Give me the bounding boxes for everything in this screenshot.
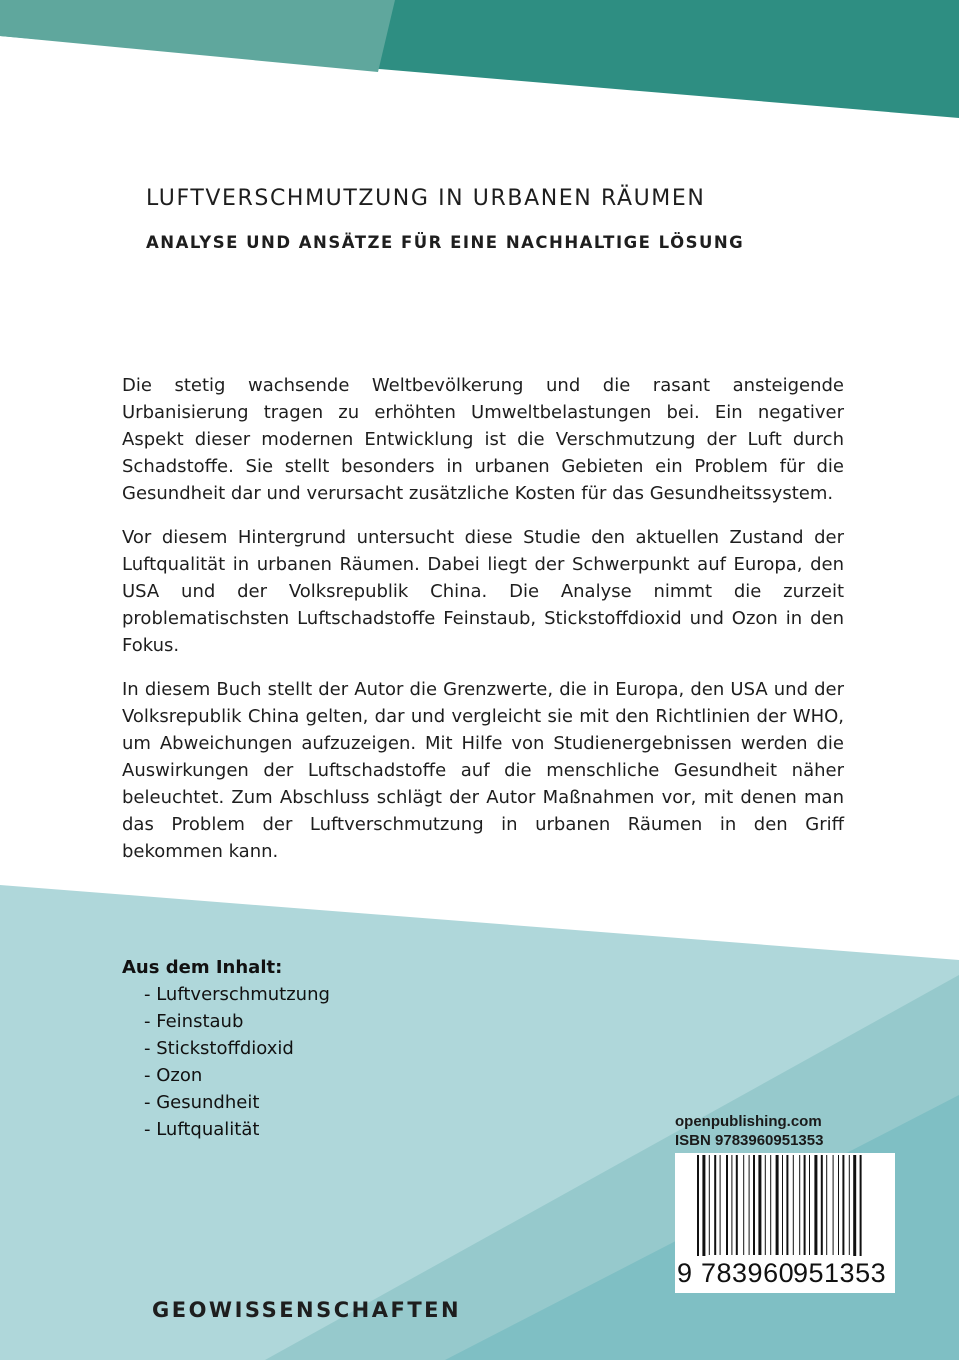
barcode-bar: [749, 1155, 750, 1255]
barcode-bar: [743, 1155, 744, 1255]
barcode-bar: [799, 1155, 800, 1255]
top-band-light: [0, 0, 395, 72]
barcode-bar: [804, 1155, 806, 1255]
isbn-label: ISBN 9783960951353: [675, 1132, 824, 1149]
barcode-digits-right: 951353: [793, 1258, 887, 1288]
barcode-bar: [814, 1155, 817, 1255]
barcode-bar: [709, 1155, 710, 1255]
category-label: GEOWISSENSCHAFTEN: [152, 1298, 462, 1322]
barcode-bar: [809, 1155, 810, 1255]
blurb-paragraph: In diesem Buch stellt der Autor die Grenzwerte, die in Europa, den USA und der Volksrepublik China gelten, dar und vergleicht sie mit den Richtlinien der WHO, um Abweichungen aufzuzeigen. Mit Hilfe von Studienergebnissen werden die Auswirkungen der Luftschadstoffe auf die menschliche Gesundheit näher beleuchtet. Zum Abschluss schlägt der Autor Maßnahmen vor, mit denen man das Problem der Luftverschmutzung in urbanen Räumen in den Griff bekommen kann.: [122, 679, 844, 862]
publisher-website: openpublishing.com: [675, 1113, 822, 1130]
contents-item: - Luftverschmutzung: [144, 981, 330, 1008]
barcode-bar: [826, 1155, 827, 1255]
contents-item: - Feinstaub: [144, 1008, 330, 1035]
barcode-bar: [720, 1155, 721, 1255]
barcode-bar: [726, 1155, 728, 1255]
blurb-paragraph: Vor diesem Hintergrund untersucht diese Studie den aktuellen Zustand der Luftqualität in urbanen Räumen. Dabei liegt der Schwerpunkt auf Europa, den USA und der Volksrepublik China. Die Analyse nimmt die zurzeit problematischsten Luftschadstoffe Feinstaub, Stickstoffdioxid und Ozon in den Fokus.: [122, 527, 844, 656]
barcode-bar: [833, 1155, 834, 1255]
contents-item: - Luftqualität: [144, 1116, 330, 1143]
barcode-bar: [731, 1155, 732, 1255]
barcode-bar: [776, 1155, 779, 1255]
book-subtitle: ANALYSE UND ANSÄTZE FÜR EINE NACHHALTIGE LÖSUNG: [146, 233, 745, 252]
barcode-bar: [782, 1155, 783, 1255]
barcode-digit-first: 9: [677, 1258, 693, 1288]
contents-list: [122, 954, 330, 1143]
blurb-paragraph: Die stetig wachsende Weltbevölkerung und die rasant ansteigende Urbanisierung tragen zu erhöhten Umweltbelastungen bei. Ein negativer Aspekt dieser modernen Entwicklung ist die Verschmutzung der Luft durch Schadstoffe. Sie stellt besonders in urbanen Gebieten ein Problem für die Gesundheit dar und verursacht zusätzliche Kosten für das Gesundheitssystem.: [122, 375, 844, 504]
barcode-bar: [849, 1155, 850, 1255]
barcode-digits-left: 783960: [701, 1258, 795, 1288]
contents-heading: Aus dem Inhalt:: [122, 957, 283, 978]
barcode-bar: [793, 1155, 794, 1255]
barcode-bar: [842, 1155, 844, 1255]
barcode-bar: [758, 1155, 761, 1255]
contents-item: - Stickstoffdioxid: [144, 1035, 330, 1062]
contents-item: - Gesundheit: [144, 1089, 330, 1116]
barcode-bar: [714, 1155, 716, 1255]
barcode-bar: [765, 1155, 766, 1255]
barcode-bar: [770, 1155, 771, 1255]
barcode-bar: [736, 1155, 738, 1255]
blurb-text: [122, 372, 844, 882]
barcode-bar: [786, 1155, 788, 1255]
contents-item: - Ozon: [144, 1062, 330, 1089]
barcode-bar: [753, 1155, 755, 1255]
barcode-bar: [838, 1155, 839, 1255]
book-title: LUFTVERSCHMUTZUNG IN URBANEN RÄUMEN: [146, 186, 706, 211]
barcode-digits: [675, 1256, 895, 1290]
barcode-bar: [821, 1155, 823, 1255]
